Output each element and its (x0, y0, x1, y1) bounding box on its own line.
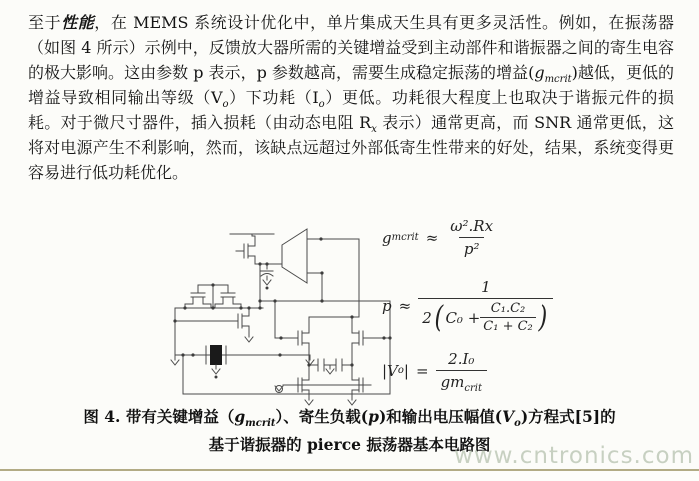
caption-line-1: 图 4. 带有关键增益$(g_{mcrit})$、寄生负载(p)和输出电压幅值$(V_o)$方程式[5]的 (83, 407, 616, 430)
eq1-lhs: g (382, 228, 392, 247)
eq2-denominator: 2 ( C₀ + $\frac{\text{C₁.C₂}}{\text{C₁ + C₂}}$ ) (418, 298, 553, 334)
eq3-relation: = (415, 361, 429, 380)
figure-4 (0, 205, 699, 454)
footer-divider (0, 469, 699, 481)
eq1-fraction: $\frac{\text{ω².Rx}}{\text{p²}}$ (450, 217, 494, 258)
body-paragraph: 至于性能，在 MEMS 系统设计优化中，单片集成天生具有更多灵活性。例如，在振荡器（如图 4 所示）示例中，反馈放大器所需的关键增益受到主动部件和谐振器之间的寄生电容的极大影响。这由参数 p 表示，p 参数越高，需要生成稳定振荡的增益$(g_{mcrit})$越低，更低的增益导致相同输出等级$(V_o)$下功耗$(I_o)$更低。功耗很大程度上也取决于谐振元件的损耗。对于微尺寸器件，插入损耗（由动态电阻 $R_x$ 表示）通常更高，而 SNR 通常更低，这将对电源产生不利影响，然而，该缺点远超过外部低寄生性带来的好处，结果，系统变得更容易进行低功耗优化。 (28, 13, 674, 182)
close-paren: ) (538, 299, 548, 335)
caption-line-2: 基于谐振器的 pierce 振荡器基本电路图 (208, 435, 491, 454)
open-paren: ( (434, 299, 443, 335)
watermark: www.cntronics.com (454, 443, 694, 469)
equation-gmcrit: g mcrit ≈ $\frac{\text{ω².Rx}}{\text{p²}}$ (382, 217, 597, 258)
eq2-lhs: p (382, 297, 392, 315)
equation-vo: |V o | = $\frac{\text{2.I₀}}{gm_{crit}}$ (382, 350, 597, 391)
eq3-fraction: $\frac{\text{2.I₀}}{gm_{crit}}$ (436, 350, 487, 391)
eq2-inner-fraction: $\frac{\text{C₁.C₂}}{\text{C₁ + C₂}}$ (480, 301, 535, 334)
eq2-fraction: 1 2 ( C₀ + $\frac{\text{C₁.C₂}}{\text{C₁ + C₂}}$ ) (418, 278, 553, 334)
eq3-lhs: |V (382, 361, 398, 380)
eq2-relation: ≈ (398, 297, 412, 315)
equations-panel (382, 217, 597, 394)
eq1-relation: ≈ (425, 228, 439, 247)
equation-p (382, 278, 597, 334)
